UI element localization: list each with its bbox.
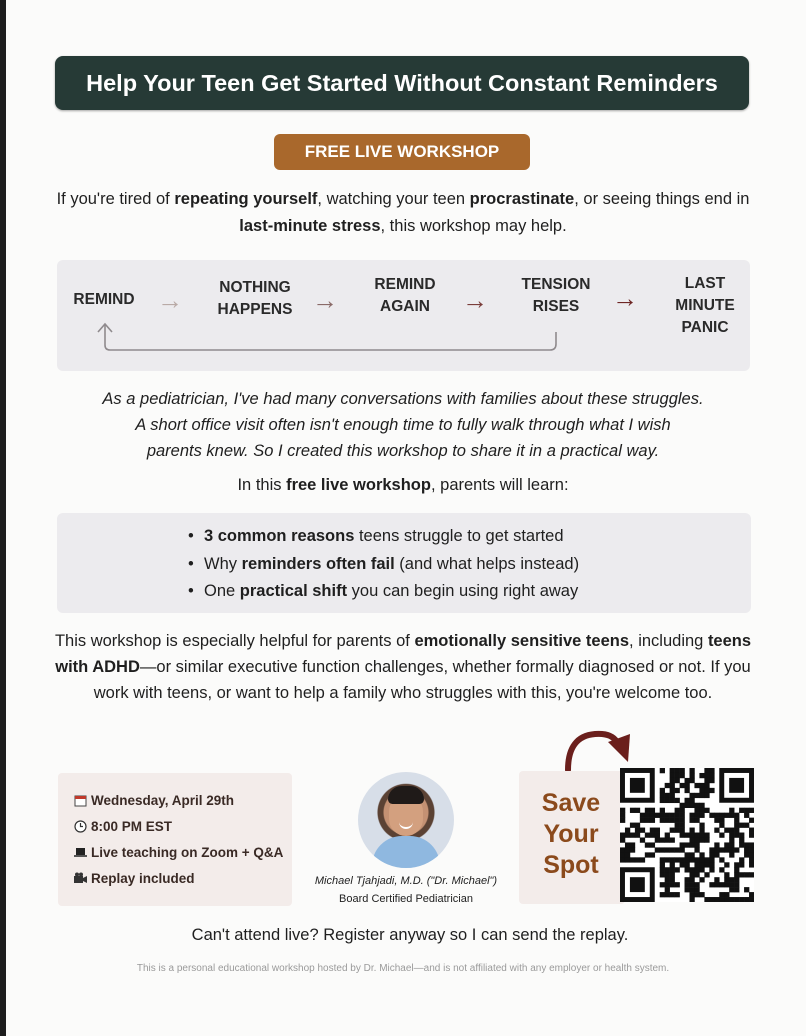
- bullet-text: teens struggle to get started: [354, 527, 564, 545]
- event-date-text: Wednesday, April 29th: [91, 793, 235, 808]
- cycle-arrow: [462, 287, 488, 313]
- cycle-arrow: [612, 285, 638, 311]
- clock-icon: [73, 820, 87, 834]
- qr-code-icon: [620, 768, 754, 902]
- intro-text: , or seeing things end in: [574, 190, 750, 208]
- registration-qr-code[interactable]: [620, 768, 754, 902]
- cycle-return-arrow: [93, 320, 563, 356]
- badge-label: FREE LIVE WORKSHOP: [304, 142, 500, 161]
- cycle-step-label: PANIC: [681, 319, 729, 336]
- replay-note: Can't attend live? Register anyway so I can send the replay.: [191, 926, 629, 944]
- bullet-text: you can begin using right away: [347, 582, 579, 600]
- cycle-step-label: AGAIN: [380, 298, 430, 315]
- audience-bold: teens with ADHD: [55, 632, 752, 676]
- cycle-step-label: TENSION: [521, 276, 591, 293]
- cycle-step-label: NOTHING: [219, 279, 291, 296]
- arrow-right-icon: →: [462, 285, 488, 315]
- learning-points-panel: [57, 513, 751, 613]
- cycle-step-remind: [67, 289, 141, 311]
- event-replay: [73, 871, 195, 886]
- bullet-text: One: [204, 582, 240, 600]
- audience-text: This workshop is especially helpful for parents of: [54, 632, 415, 650]
- paragraph-line: As a pediatrician, I've had many conversations with families about these struggles.: [102, 390, 704, 408]
- cycle-step-tension-rises: [511, 274, 601, 318]
- cycle-step-nothing-happens: [207, 277, 303, 321]
- cta-line: Your: [543, 820, 599, 848]
- audience-text: , including: [629, 632, 708, 650]
- laptop-icon: [73, 846, 87, 860]
- event-details-card: [58, 773, 292, 906]
- bullet-text: (and what helps instead): [394, 554, 580, 573]
- page-title: Help Your Teen Get Started Without Constant Reminders: [86, 69, 718, 96]
- cycle-step-label: HAPPENS: [217, 301, 293, 318]
- paragraph-line: A short office visit often isn't enough time to fully walk through what I wish: [135, 416, 671, 434]
- arrow-right-icon: →: [312, 285, 338, 315]
- event-date: [73, 793, 234, 808]
- cta-line: Save: [541, 789, 601, 817]
- page-title-banner: [55, 56, 749, 110]
- event-time: [73, 819, 172, 834]
- list-item: [188, 523, 579, 551]
- cycle-arrow: [157, 287, 183, 313]
- intro-text: If you're tired of: [56, 190, 175, 208]
- save-your-spot-cta[interactable]: [519, 788, 623, 881]
- intro-paragraph: [45, 186, 761, 240]
- learn-text: In this: [237, 476, 287, 494]
- list-item: [188, 578, 579, 606]
- cycle-step-remind-again: [360, 274, 450, 318]
- event-format-text: Live teaching on Zoom + Q&A: [91, 845, 284, 860]
- intro-bold: procrastinate: [469, 190, 575, 208]
- calendar-icon: [73, 794, 87, 808]
- arrow-right-icon: →: [612, 283, 638, 313]
- intro-text: , this workshop may help.: [380, 217, 567, 235]
- learning-points-list: [188, 523, 579, 606]
- intro-bold: repeating yourself: [174, 190, 318, 208]
- workshop-badge: [274, 134, 530, 170]
- reminder-cycle-diagram: [57, 260, 750, 371]
- intro-text: , watching your teen: [317, 190, 470, 208]
- cycle-arrow: [312, 287, 338, 313]
- audience-paragraph: [50, 628, 756, 706]
- paragraph-line: parents knew. So I created this workshop to share it in a practical way.: [146, 442, 660, 460]
- arrow-right-icon: →: [157, 285, 183, 315]
- learn-bold: free live workshop: [286, 476, 431, 494]
- intro-bold: last-minute stress: [239, 217, 381, 235]
- event-replay-text: Replay included: [91, 871, 195, 886]
- event-time-text: 8:00 PM EST: [91, 819, 173, 834]
- cycle-step-label: MINUTE: [675, 297, 735, 314]
- cycle-step-label: REMIND: [374, 276, 436, 293]
- cycle-step-label: LAST: [684, 275, 726, 292]
- bullet-bold: practical shift: [239, 582, 348, 600]
- pediatrician-paragraph: [50, 386, 756, 464]
- presenter-title: Board Certified Pediatrician: [339, 893, 473, 905]
- presenter-name: Michael Tjahjadi, M.D. ("Dr. Michael"): [314, 875, 498, 887]
- disclaimer: This is a personal educational workshop hosted by Dr. Michael—and is not affiliated with any employer or health system.: [136, 963, 670, 974]
- bullet-bold: 3 common reasons: [204, 527, 355, 545]
- bullet-bold: reminders often fail: [241, 554, 395, 573]
- presenter-photo: [358, 772, 454, 868]
- learn-heading: [50, 476, 756, 495]
- curved-arrow-icon: [558, 722, 638, 772]
- learn-text: , parents will learn:: [430, 476, 569, 494]
- camera-icon: [73, 872, 87, 886]
- cycle-step-label: RISES: [532, 298, 580, 315]
- event-format: [73, 845, 283, 860]
- cycle-step-last-minute-panic: [663, 273, 747, 339]
- bullet-text: Why: [204, 554, 242, 573]
- list-item: [188, 551, 579, 579]
- cta-line: Spot: [543, 851, 599, 879]
- audience-bold: emotionally sensitive teens: [414, 632, 630, 650]
- audience-text: —or similar executive function challenges, whether formally diagnosed or not. If you work with teens, or want to help a family who struggles with this, you're welcome too.: [93, 658, 751, 702]
- cycle-step-label: REMIND: [73, 291, 135, 308]
